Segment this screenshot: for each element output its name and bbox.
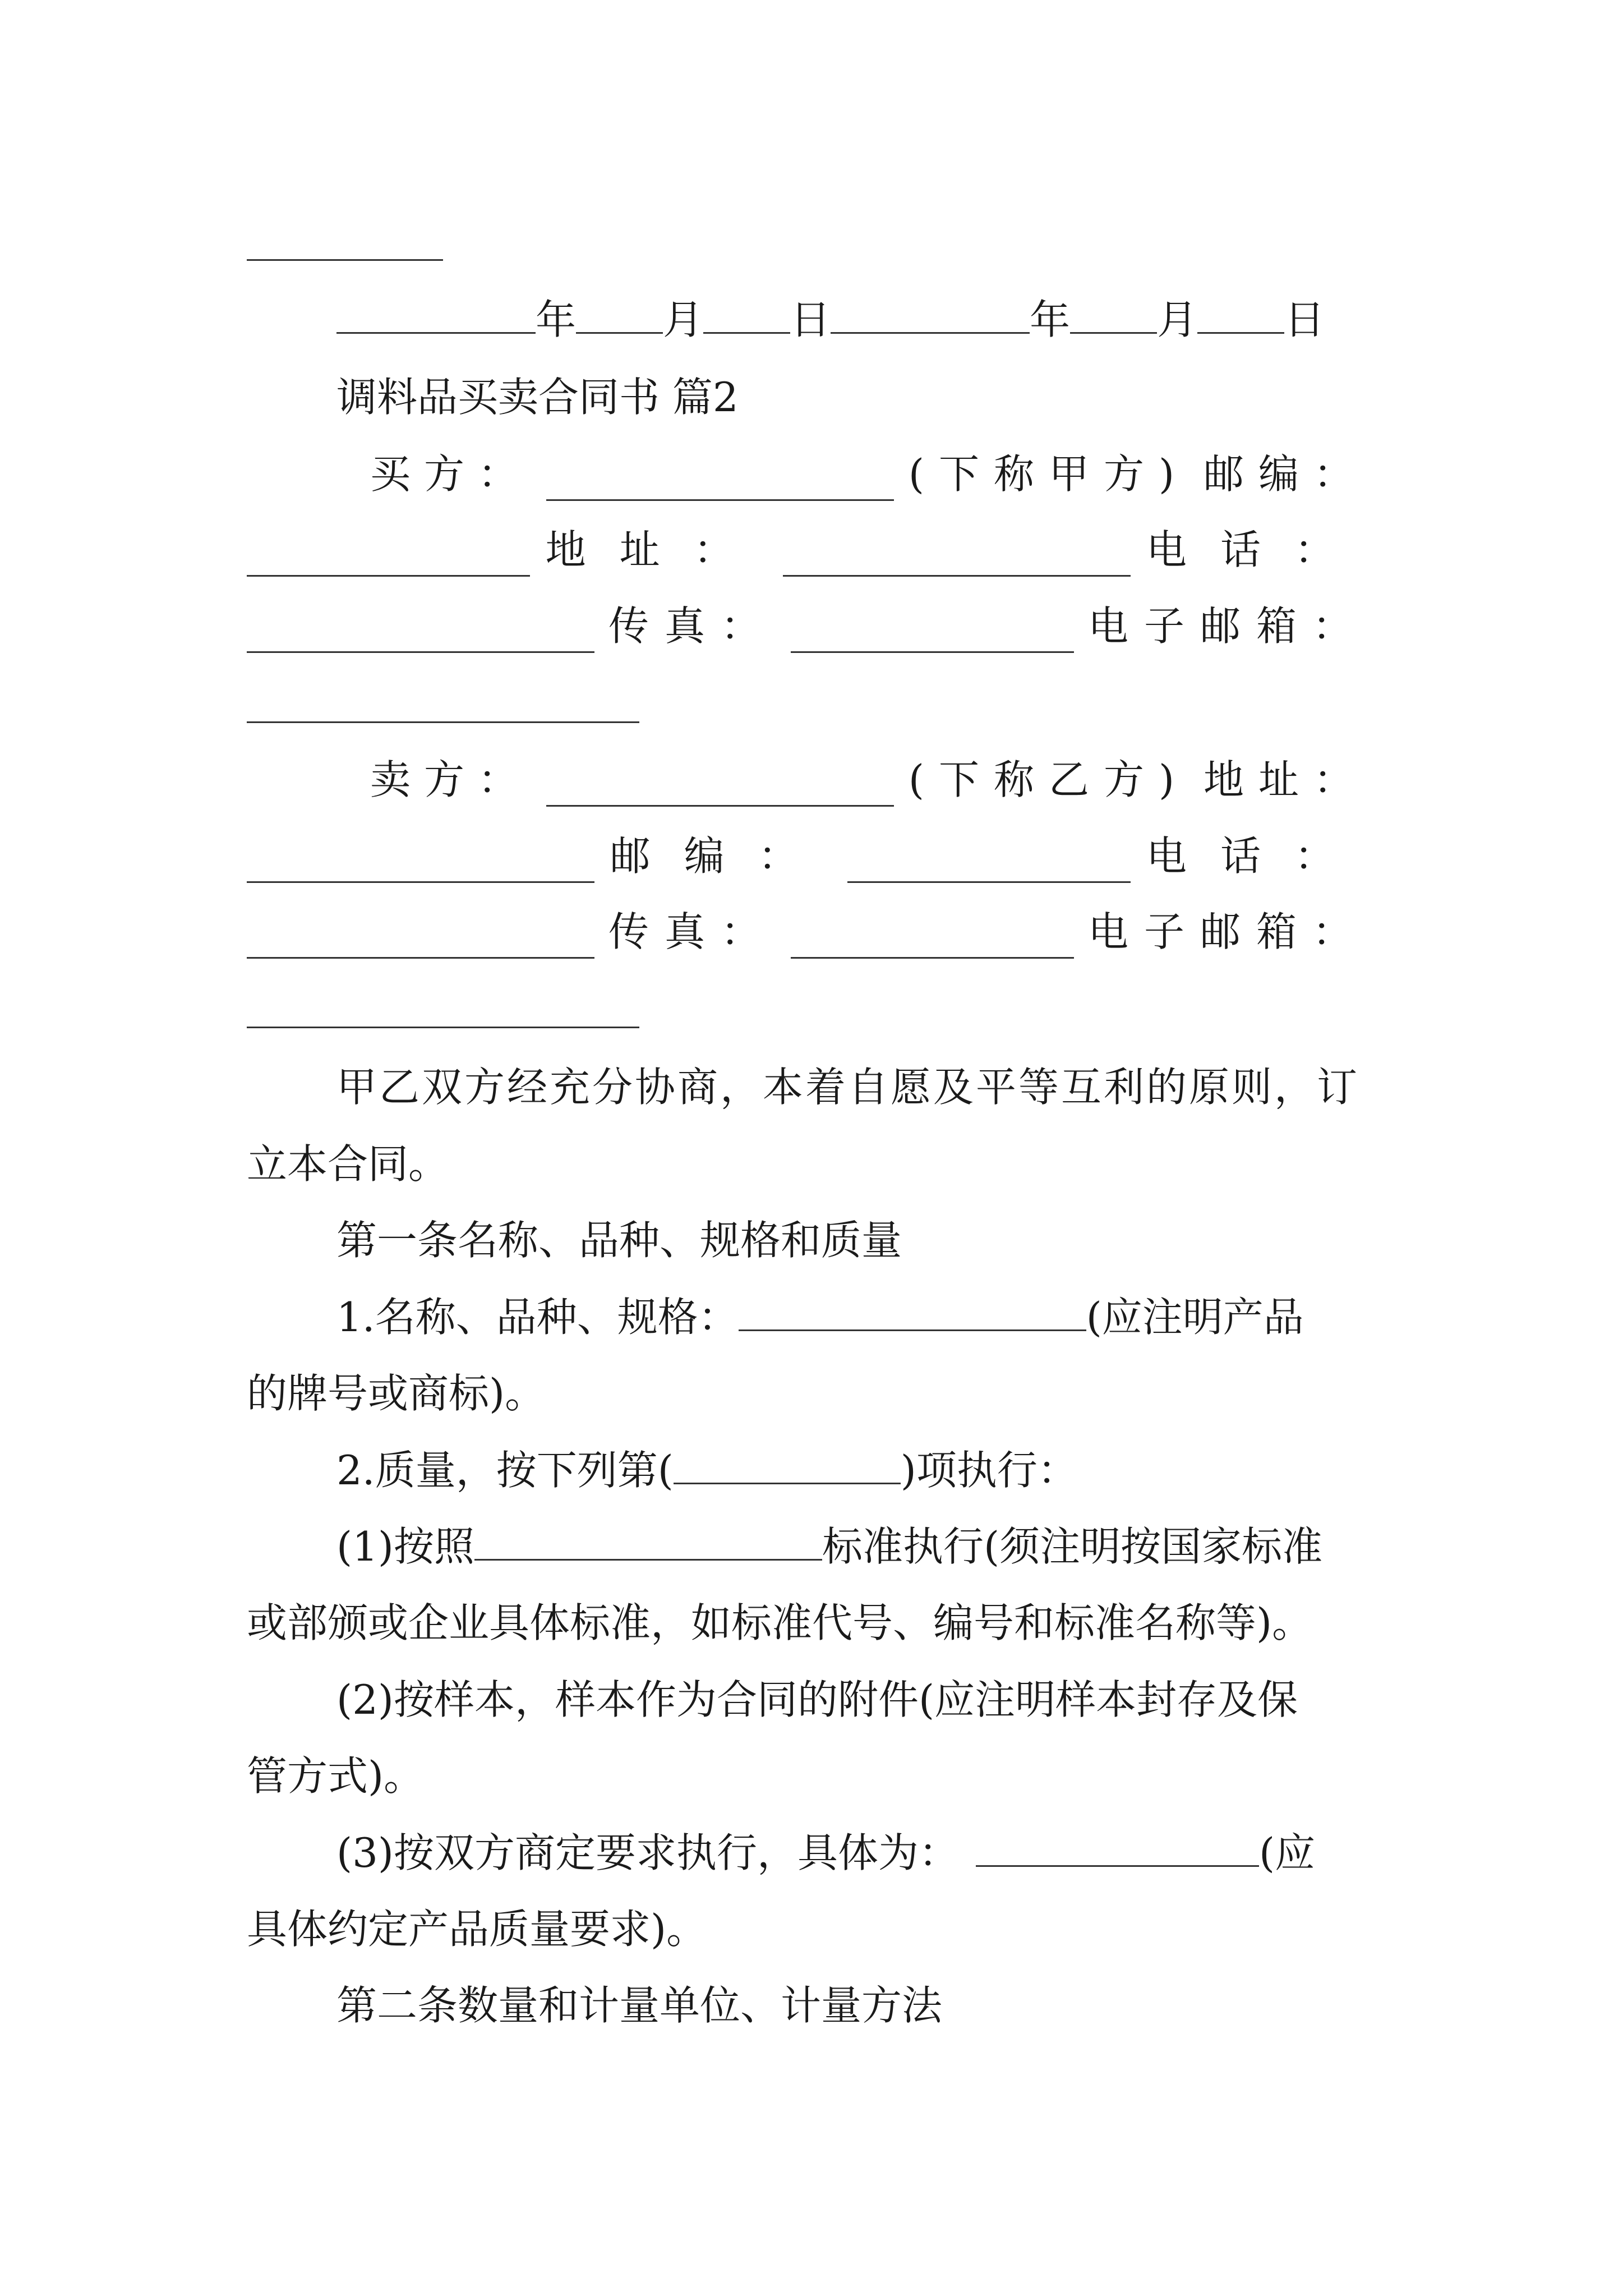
- blank-line: [831, 297, 1030, 334]
- blank-line: [1197, 297, 1284, 334]
- buyer-label: 买方：: [370, 450, 532, 498]
- phone-label: 电话：: [1146, 526, 1368, 573]
- item-2-3: [336, 1826, 1315, 1880]
- seller-row-3: [247, 905, 1368, 959]
- seller-label: 卖方：: [370, 756, 532, 803]
- postcode-label: 邮编：: [610, 832, 832, 880]
- blank-line: [247, 616, 594, 653]
- item-2-1: [336, 1520, 1322, 1573]
- intro-line-1: 甲乙双方经充分协商，本着自愿及平等互利的原则，订: [336, 1064, 1360, 1111]
- blank-line: [703, 297, 790, 334]
- email-label: 电子邮箱：: [1087, 908, 1368, 955]
- buyer-row-2: [247, 523, 1368, 577]
- blank-line: [546, 770, 894, 807]
- item-2-note: )项执行：: [900, 1447, 1078, 1494]
- item-1-continued: 的牌号或商标)。: [247, 1370, 546, 1417]
- address-label: 地址：: [545, 526, 768, 573]
- item-2-3-label: (3)按双方商定要求执行，具体为：: [336, 1829, 959, 1876]
- item-2: [336, 1443, 1078, 1497]
- email-label: 电子邮箱：: [1087, 602, 1368, 650]
- seller-note: (下称乙方): [908, 756, 1189, 803]
- blank-line: [791, 616, 1074, 653]
- item-1-note: (应注明产品: [1086, 1294, 1304, 1341]
- year-label: 年: [1030, 296, 1071, 343]
- month-label: 月: [1157, 296, 1198, 343]
- fax-label: 传真：: [608, 602, 777, 650]
- intro-line-2: 立本合同。: [247, 1140, 449, 1188]
- month-label: 月: [663, 296, 704, 343]
- item-2-label: 2.质量，按下列第(: [336, 1447, 674, 1494]
- buyer-note: (下称甲方): [908, 450, 1189, 498]
- blank-line: [1070, 297, 1157, 334]
- item-2-3-continued: 具体约定产品质量要求)。: [247, 1906, 707, 1953]
- blank-line: [576, 297, 663, 334]
- blank-line: [247, 922, 594, 959]
- blank-line: [739, 1295, 1086, 1331]
- address-label: 地址：: [1203, 756, 1368, 803]
- item-1: [336, 1290, 1304, 1344]
- phone-label: 电话：: [1146, 832, 1368, 880]
- blank-line: [336, 297, 536, 334]
- blank-line: [247, 846, 594, 883]
- year-label: 年: [536, 296, 577, 343]
- blank-line: [474, 1524, 822, 1561]
- buyer-row-3: [247, 599, 1368, 653]
- item-2-2-continued: 管方式)。: [247, 1752, 425, 1800]
- postcode-label: 邮编：: [1203, 450, 1368, 498]
- article-2-title: 第二条数量和计量单位、计量方法: [336, 1982, 943, 2029]
- blank-line: [247, 540, 530, 577]
- blank-line: [976, 1830, 1259, 1867]
- fax-label: 传真：: [608, 908, 777, 955]
- item-2-1-note: 标准执行(须注明按国家标准: [822, 1523, 1323, 1570]
- item-2-1-continued: 或部颁或企业具体标准，如标准代号、编号和标准名称等)。: [247, 1599, 1313, 1646]
- blank-line: [247, 1027, 639, 1028]
- seller-row-2: [247, 829, 1368, 883]
- date-row: [336, 293, 1325, 347]
- blank-line: [791, 922, 1074, 959]
- blank-line: [546, 464, 894, 501]
- blank-line: [847, 846, 1131, 883]
- item-2-3-note: (应: [1259, 1829, 1316, 1876]
- seller-row-1: [370, 753, 1368, 807]
- blank-line: [783, 540, 1131, 577]
- day-label: 日: [790, 296, 831, 343]
- blank-line: [247, 259, 443, 261]
- buyer-row-1: [370, 447, 1368, 501]
- day-label: 日: [1284, 296, 1325, 343]
- blank-line: [674, 1448, 901, 1484]
- item-1-label: 1.名称、品种、规格：: [336, 1294, 739, 1341]
- item-2-2: (2)按样本，样本作为合同的附件(应注明样本封存及保: [336, 1676, 1298, 1723]
- item-2-1-label: (1)按照: [336, 1523, 474, 1570]
- document-title: 调料品买卖合同书 篇2: [336, 374, 739, 421]
- article-1-title: 第一条名称、品种、规格和质量: [336, 1217, 902, 1264]
- blank-line: [247, 721, 639, 723]
